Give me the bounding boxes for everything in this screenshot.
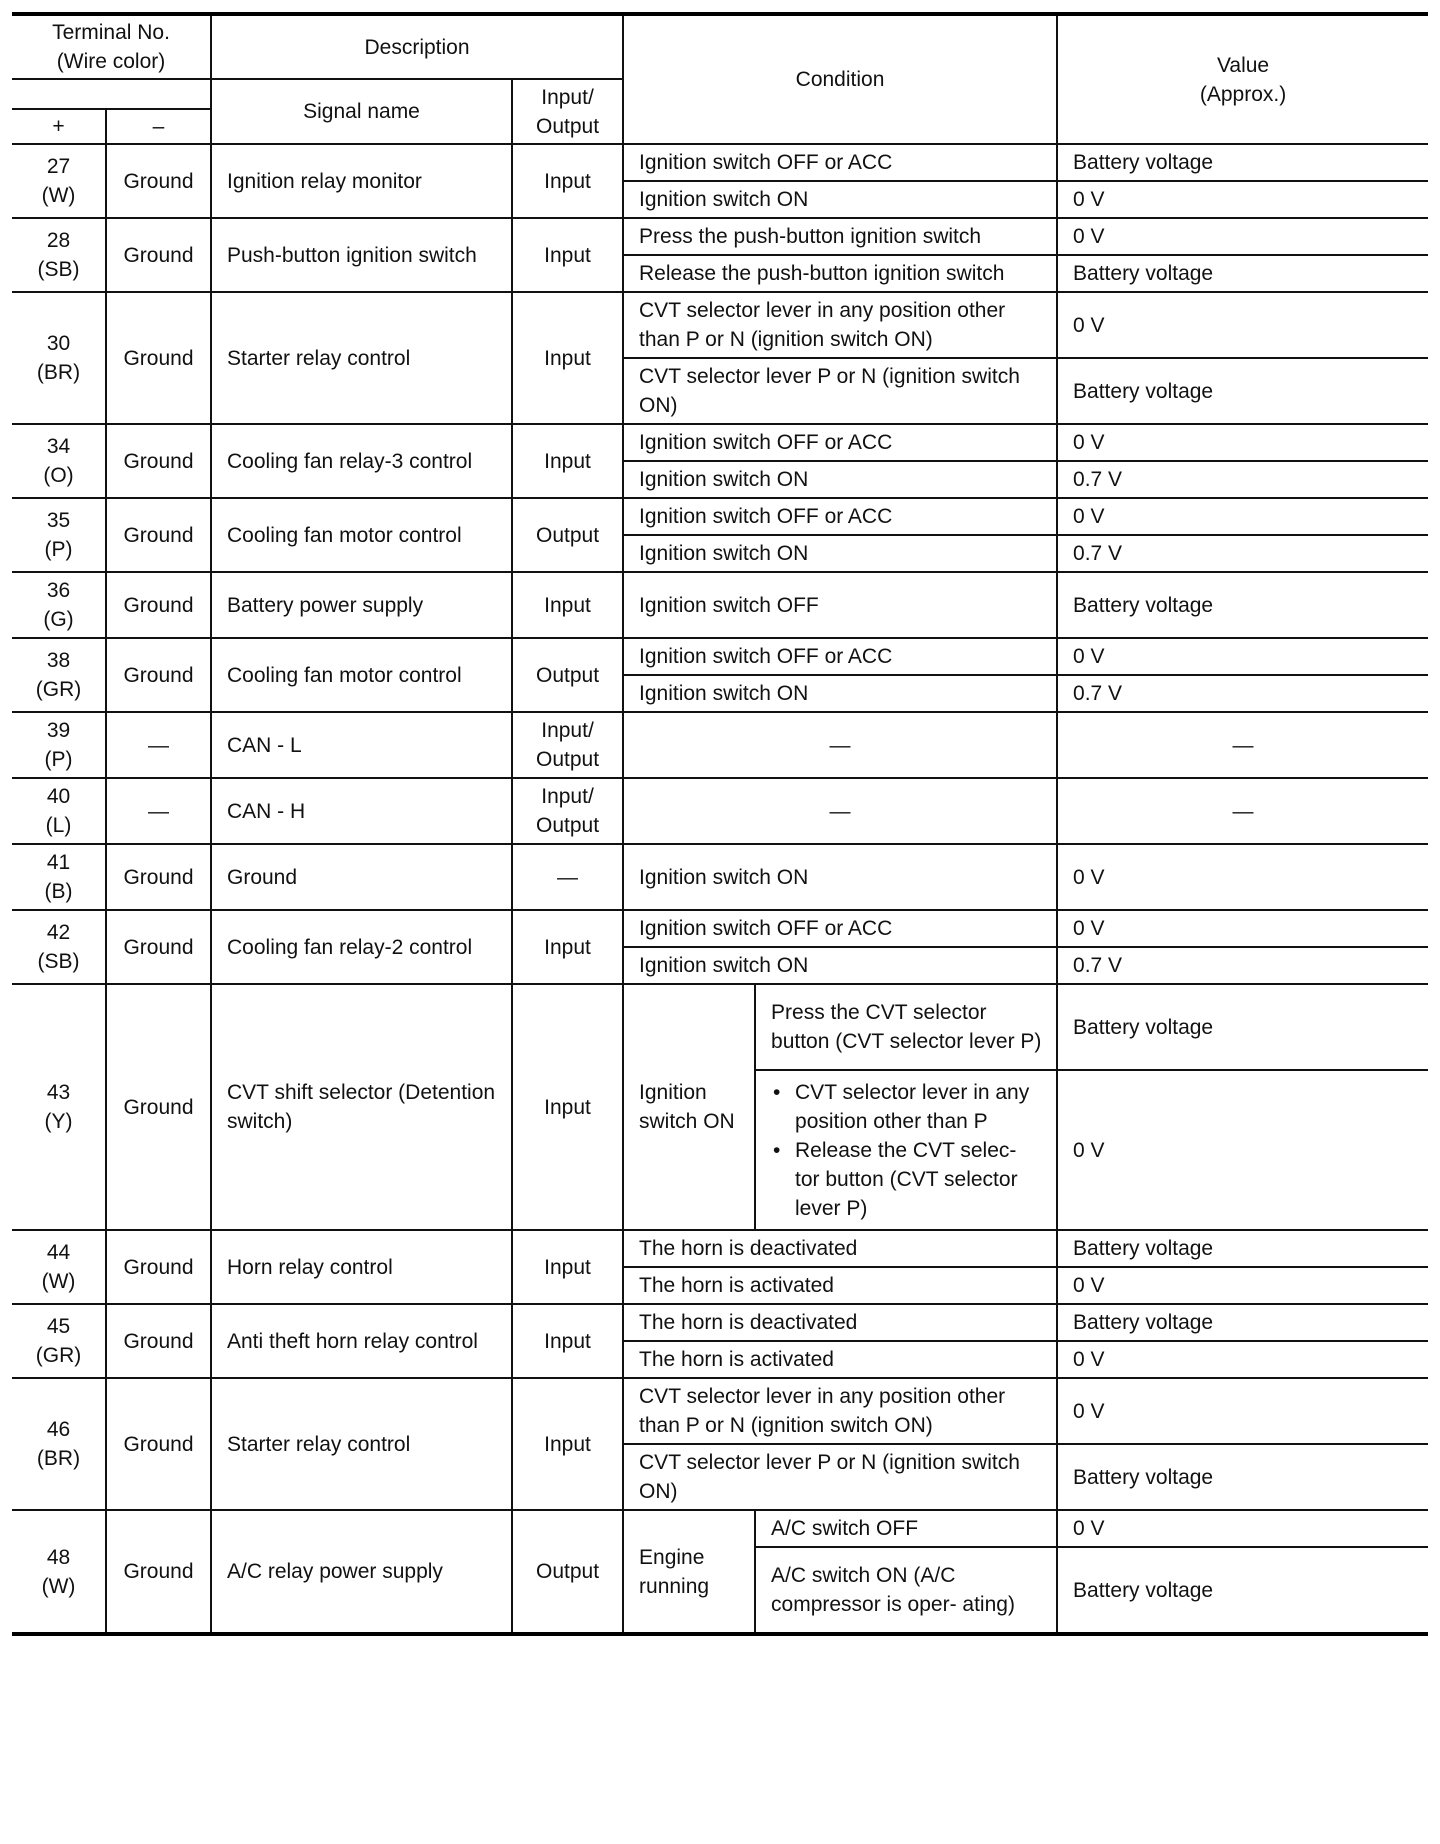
wire-color: (W) — [41, 1270, 76, 1293]
signal-name-cell: CAN - H — [211, 778, 512, 844]
value-cell: — — [1057, 712, 1428, 778]
table-row — [12, 638, 1428, 675]
value-cell: Battery voltage — [1057, 1547, 1428, 1634]
table-row — [12, 1510, 1428, 1547]
header-io-1: Input/ — [541, 85, 594, 109]
wire-color: (GR) — [35, 1344, 82, 1367]
condition-cell: Ignition switch OFF or ACC — [623, 910, 1057, 947]
value-cell: Battery voltage — [1057, 1304, 1428, 1341]
table-row — [12, 498, 1428, 535]
terminal-number: 41 — [46, 851, 71, 874]
value-cell: 0 V — [1057, 638, 1428, 675]
condition-cell: The horn is activated — [623, 1267, 1057, 1304]
ground-cell: Ground — [106, 498, 211, 572]
wire-color: (P) — [44, 538, 73, 561]
header-value-label: Value — [1216, 53, 1270, 77]
io-line-1: Input/ — [541, 785, 594, 808]
signal-name-cell: Push-button ignition switch — [211, 218, 512, 292]
signal-name-cell: Cooling fan motor control — [211, 638, 512, 712]
table-row — [12, 218, 1428, 255]
terminal-cell — [12, 1378, 106, 1510]
condition-cell: Ignition switch ON — [623, 461, 1057, 498]
condition-cell: Ignition switch ON — [623, 675, 1057, 712]
wire-color: (L) — [45, 814, 72, 837]
signal-name-cell: Ground — [211, 844, 512, 910]
wire-color: (Y) — [44, 1110, 73, 1133]
terminal-cell — [12, 144, 106, 218]
terminal-cell — [12, 572, 106, 638]
condition-cell: The horn is activated — [623, 1341, 1057, 1378]
value-cell: 0.7 V — [1057, 947, 1428, 984]
header-io-2: Output — [535, 114, 600, 138]
terminal-cell — [12, 638, 106, 712]
signal-name-cell: Starter relay control — [211, 292, 512, 424]
table-row — [12, 778, 1428, 844]
signal-name-cell: Anti theft horn relay control — [211, 1304, 512, 1378]
io-cell: Input — [512, 424, 623, 498]
table-row — [12, 424, 1428, 461]
signal-name-cell: Ignition relay monitor — [211, 144, 512, 218]
table-row — [12, 910, 1428, 947]
io-cell: Output — [512, 498, 623, 572]
terminal-table-sheet — [12, 12, 1428, 1830]
terminal-number: 44 — [46, 1241, 71, 1264]
condition-sub-cell: A/C switch OFF — [755, 1510, 1057, 1547]
value-cell: 0.7 V — [1057, 535, 1428, 572]
value-cell: 0 V — [1057, 1510, 1428, 1547]
terminal-table-body — [12, 144, 1428, 1634]
value-cell: 0 V — [1057, 1267, 1428, 1304]
condition-cell: CVT selector lever in any position other than P or N (ignition switch ON) — [623, 1378, 1057, 1444]
io-cell: Input — [512, 144, 623, 218]
condition-cell: CVT selector lever in any position other than P or N (ignition switch ON) — [623, 292, 1057, 358]
condition-cell: The horn is deactivated — [623, 1304, 1057, 1341]
terminal-number: 42 — [46, 921, 71, 944]
value-cell: 0 V — [1057, 1378, 1428, 1444]
ground-cell: — — [106, 778, 211, 844]
condition-cell: Ignition switch OFF — [623, 572, 1057, 638]
terminal-cell — [12, 910, 106, 984]
wire-color: (SB) — [37, 258, 80, 281]
io-line-1: Input/ — [541, 719, 594, 742]
terminal-cell — [12, 292, 106, 424]
terminal-cell — [12, 1304, 106, 1378]
ground-cell: Ground — [106, 910, 211, 984]
header-condition: Condition — [623, 14, 1057, 144]
io-line-2: Output — [535, 814, 600, 837]
value-cell: 0 V — [1057, 844, 1428, 910]
condition-cell: Ignition switch OFF or ACC — [623, 424, 1057, 461]
terminal-cell — [12, 778, 106, 844]
header-terminal-spacer — [12, 79, 211, 109]
value-cell: — — [1057, 778, 1428, 844]
signal-name-cell: Starter relay control — [211, 1378, 512, 1510]
terminal-number: 40 — [46, 785, 71, 808]
signal-name-cell: Cooling fan relay-3 control — [211, 424, 512, 498]
io-cell: Input — [512, 1230, 623, 1304]
signal-name-cell: CVT shift selector (Detention switch) — [211, 984, 512, 1230]
terminal-cell — [12, 984, 106, 1230]
io-cell — [512, 712, 623, 778]
condition-cell: CVT selector lever P or N (ignition switch ON) — [623, 1444, 1057, 1510]
signal-name-cell: Battery power supply — [211, 572, 512, 638]
io-cell: — — [512, 844, 623, 910]
value-cell: Battery voltage — [1057, 358, 1428, 424]
wire-color: (O) — [43, 464, 74, 487]
ground-cell: Ground — [106, 1510, 211, 1634]
signal-name-cell: Cooling fan motor control — [211, 498, 512, 572]
table-row — [12, 144, 1428, 181]
header-terminal — [12, 14, 211, 79]
value-cell: 0.7 V — [1057, 461, 1428, 498]
terminal-cell — [12, 1510, 106, 1634]
value-cell: 0 V — [1057, 498, 1428, 535]
ground-cell: Ground — [106, 572, 211, 638]
table-row — [12, 1378, 1428, 1444]
terminal-number: 35 — [46, 509, 71, 532]
condition-bullet-item: • Release the CVT selec- tor button (CVT selector lever P) — [795, 1136, 1044, 1223]
terminal-cell — [12, 218, 106, 292]
header-row-1 — [12, 14, 1428, 79]
io-cell: Input — [512, 572, 623, 638]
condition-cell: — — [623, 712, 1057, 778]
condition-cell: The horn is deactivated — [623, 1230, 1057, 1267]
signal-name-cell: CAN - L — [211, 712, 512, 778]
wire-color: (W) — [41, 184, 76, 207]
condition-bullet-item: • CVT selector lever in any position other than P — [795, 1078, 1044, 1136]
value-cell: Battery voltage — [1057, 984, 1428, 1070]
ground-cell: Ground — [106, 984, 211, 1230]
condition-main-cell: Ignition switch ON — [623, 984, 755, 1230]
condition-cell: Ignition switch OFF or ACC — [623, 498, 1057, 535]
condition-cell: Ignition switch ON — [623, 181, 1057, 218]
wire-color: (BR) — [36, 1447, 81, 1470]
io-cell: Input — [512, 984, 623, 1230]
io-cell: Input — [512, 292, 623, 424]
ground-cell: Ground — [106, 144, 211, 218]
value-cell: Battery voltage — [1057, 1444, 1428, 1510]
condition-cell: Ignition switch ON — [623, 947, 1057, 984]
condition-cell: CVT selector lever P or N (ignition switch ON) — [623, 358, 1057, 424]
terminal-number: 48 — [46, 1545, 71, 1569]
condition-sub-cell — [755, 1070, 1057, 1230]
table-row — [12, 712, 1428, 778]
value-cell: 0 V — [1057, 218, 1428, 255]
value-cell: 0 V — [1057, 1341, 1428, 1378]
terminal-cell — [12, 712, 106, 778]
table-row — [12, 844, 1428, 910]
terminal-number: 28 — [46, 229, 71, 252]
io-cell: Output — [512, 638, 623, 712]
condition-bullet-list — [771, 1078, 1044, 1223]
wire-color: (SB) — [37, 950, 80, 973]
ground-cell: Ground — [106, 292, 211, 424]
header-description: Description — [211, 14, 623, 79]
ground-cell: Ground — [106, 424, 211, 498]
table-row — [12, 1230, 1428, 1267]
header-minus: – — [106, 109, 211, 144]
signal-name-cell: Horn relay control — [211, 1230, 512, 1304]
terminal-number: 27 — [46, 155, 71, 178]
condition-sub-cell: Press the CVT selector button (CVT selector lever P) — [755, 984, 1057, 1070]
condition-cell: Ignition switch OFF or ACC — [623, 638, 1057, 675]
terminal-number: 39 — [46, 719, 71, 742]
header-input-output — [512, 79, 623, 144]
table-row — [12, 984, 1428, 1070]
ground-cell: Ground — [106, 638, 211, 712]
value-cell: 0 V — [1057, 181, 1428, 218]
terminal-cell — [12, 424, 106, 498]
ground-cell: Ground — [106, 1230, 211, 1304]
wire-color: (P) — [44, 748, 73, 771]
terminal-table — [12, 12, 1428, 1636]
wire-color: (W) — [41, 1574, 76, 1598]
io-cell: Input — [512, 1378, 623, 1510]
condition-cell: — — [623, 778, 1057, 844]
ground-cell: Ground — [106, 1378, 211, 1510]
wire-color: (B) — [44, 880, 73, 903]
table-row — [12, 292, 1428, 358]
header-plus: + — [12, 109, 106, 144]
terminal-number: 38 — [46, 649, 71, 672]
signal-name-cell: Cooling fan relay-2 control — [211, 910, 512, 984]
value-cell: 0.7 V — [1057, 675, 1428, 712]
io-cell: Input — [512, 218, 623, 292]
terminal-number: 36 — [46, 579, 71, 602]
header-terminal-no: Terminal No. — [52, 21, 170, 44]
value-cell: Battery voltage — [1057, 1230, 1428, 1267]
terminal-number: 45 — [46, 1315, 71, 1338]
io-cell: Input — [512, 910, 623, 984]
table-row — [12, 572, 1428, 638]
terminal-cell — [12, 1230, 106, 1304]
value-cell: Battery voltage — [1057, 572, 1428, 638]
value-cell: 0 V — [1057, 292, 1428, 358]
value-cell: 0 V — [1057, 424, 1428, 461]
terminal-number: 30 — [46, 332, 71, 355]
value-cell: Battery voltage — [1057, 255, 1428, 292]
condition-main-cell: Engine running — [623, 1510, 755, 1634]
terminal-cell — [12, 844, 106, 910]
condition-cell: Ignition switch ON — [623, 844, 1057, 910]
terminal-number: 46 — [46, 1418, 71, 1441]
header-value — [1057, 14, 1428, 144]
condition-sub-cell: A/C switch ON (A/C compressor is oper- ating) — [755, 1547, 1057, 1634]
condition-cell: Press the push-button ignition switch — [623, 218, 1057, 255]
io-cell: Input — [512, 1304, 623, 1378]
io-cell — [512, 778, 623, 844]
wire-color: (G) — [43, 608, 74, 631]
condition-cell: Ignition switch ON — [623, 535, 1057, 572]
ground-cell: Ground — [106, 844, 211, 910]
header-wire-color: (Wire color) — [56, 50, 166, 73]
value-cell: 0 V — [1057, 1070, 1428, 1230]
table-row — [12, 1304, 1428, 1341]
wire-color: (GR) — [35, 678, 82, 701]
header-value-approx: (Approx.) — [1199, 82, 1287, 106]
terminal-number: 43 — [46, 1081, 71, 1104]
terminal-number: 34 — [46, 435, 71, 458]
io-line-2: Output — [535, 748, 600, 771]
value-cell: 0 V — [1057, 910, 1428, 947]
ground-cell: Ground — [106, 1304, 211, 1378]
condition-cell: Ignition switch OFF or ACC — [623, 144, 1057, 181]
ground-cell: Ground — [106, 218, 211, 292]
value-cell: Battery voltage — [1057, 144, 1428, 181]
header-signal-name: Signal name — [211, 79, 512, 144]
io-cell: Output — [512, 1510, 623, 1634]
terminal-cell — [12, 498, 106, 572]
condition-cell: Release the push-button ignition switch — [623, 255, 1057, 292]
ground-cell: — — [106, 712, 211, 778]
signal-name-cell: A/C relay power supply — [211, 1510, 512, 1634]
wire-color: (BR) — [36, 361, 81, 384]
